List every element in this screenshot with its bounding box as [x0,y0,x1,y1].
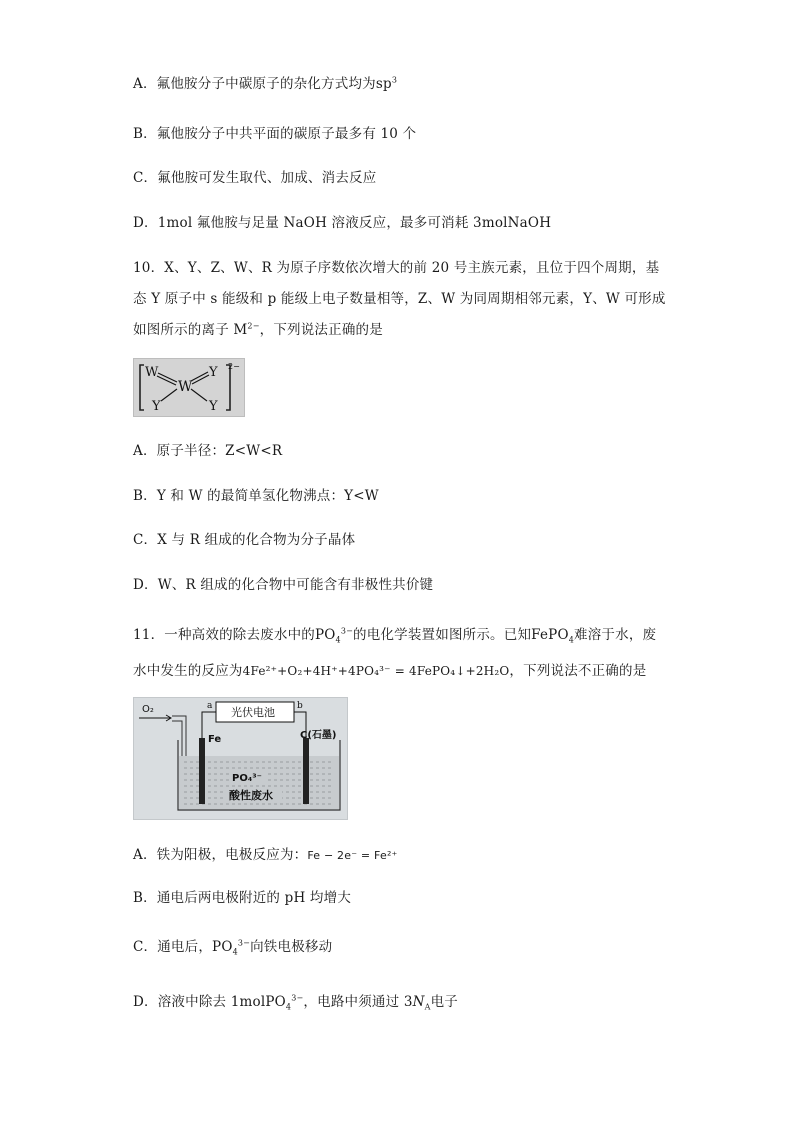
q11-option-d-po4: PO [265,994,286,1010]
q11-po4: PO [314,627,336,643]
graphite-electrode-label: C(石墨) [300,730,337,741]
q11-option-c-text-2: 向铁电极移动 [250,939,333,955]
o2-label: O₂ [142,704,154,715]
q11-option-d-text-1: D．溶液中除去 1mol [133,994,266,1010]
phosphate-ion-label: PO₄³⁻ [232,773,262,784]
q11-stem-text-2: 的电化学装置如图所示。已知 [353,627,532,643]
ion-structure-diagram [134,359,244,416]
fe-electrode [199,738,205,804]
q10-stem-line3-text: 如图所示的离子 M [133,322,248,338]
q11-stem-text-1: 11．一种高效的除去废水中的 [133,627,315,643]
q10-option-b: B．Y 和 W 的最简单氢化物沸点：Y<W [133,488,379,504]
q10-stem-line3 [133,318,383,338]
q10-stem-line3-tail: ，下列说法正确的是 [259,322,383,338]
electrolysis-apparatus-diagram [134,698,347,819]
q11-option-d-text-3: 电子 [430,994,459,1010]
q9-option-b: B．氟他胺分子中共平面的碳原子最多有 10 个 [133,126,417,142]
q11-option-a [133,843,398,863]
q10-option-a: A．原子半径：Z<W<R [133,443,283,459]
pv-cell-label: 光伏电池 [231,706,275,719]
ion-y-bottom-right: Y [209,399,218,414]
q11-stem-line2 [133,659,646,679]
q11-stem-text-4: 水中发生的反应为 [133,663,243,679]
ion-y-top-right: Y [209,365,218,380]
q11-option-d-avogadro: N [412,994,425,1010]
terminal-b-label: b [297,701,303,711]
ion-w-center: W [178,379,193,395]
q11-option-c [133,935,332,957]
q11-option-d-po4-sub: 4 [285,1002,292,1012]
q11-po4-sup: 3− [340,626,354,636]
q9-option-a-text: A．氟他胺分子中碳原子的杂化方式均为sp [133,76,392,92]
q11-electrochemical-apparatus-figure [133,697,348,820]
q10-stem-line1: 10．X、Y、Z、W、R 为原子序数依次增大的前 20 号主族元素，且位于四个周期，基 [133,260,660,276]
q11-po4-sub: 4 [335,635,341,645]
ion-w-left: W [145,365,159,380]
ion-y-bottom-left: Y [152,399,161,414]
q9-option-a-sup: 3 [391,75,398,85]
q9-option-c: C．氟他胺可发生取代、加成、消去反应 [133,170,377,186]
q11-stem-text-3: 难溶于水，废 [574,627,657,643]
terminal-a-label: a [207,701,213,711]
acidic-wastewater-label: 酸性废水 [229,789,273,802]
q11-option-d [133,990,458,1012]
q11-option-c-po4-sup: 3− [237,938,251,948]
q11-stem-text-5: ，下列说法不正确的是 [509,663,647,679]
q11-option-d-avogadro-sub: A [424,1002,431,1012]
q10-ion-charge: 2− [247,321,260,331]
ion-charge-label: 2− [228,362,240,371]
q10-option-d: D．W、R 组成的化合物中可能含有非极性共价键 [133,577,434,593]
q10-stem-line2: 态 Y 原子中 s 能级和 p 能级上电子数量相等，Z、W 为同周期相邻元素，Y、W 可形成 [133,291,666,307]
q11-fepo4-sub: 4 [568,635,575,645]
q11-stem-line1 [133,623,656,645]
right-bracket [226,365,230,410]
graphite-electrode [303,738,309,804]
q9-option-d: D．1mol 氟他胺与足量 NaOH 溶液反应，最多可消耗 3molNaOH [133,215,552,231]
q11-option-a-equation: Fe − 2e⁻ = Fe²⁺ [307,849,398,862]
q9-option-a [133,72,397,92]
q11-option-c-po4-sub: 4 [232,947,238,957]
fe-electrode-label: Fe [208,734,222,745]
q11-reaction-equation: 4Fe²⁺+O₂+4H⁺+4PO₄³⁻ = 4FePO₄↓+2H₂O [242,664,510,678]
q10-option-c: C．X 与 R 组成的化合物为分子晶体 [133,532,356,548]
q11-option-c-text-1: C．通电后， [133,939,213,955]
q11-option-c-po4: PO [212,939,233,955]
left-bracket [140,365,144,410]
q11-option-d-po4-sup: 3− [291,993,304,1003]
q11-option-b: B．通电后两电极附近的 pH 均增大 [133,890,352,906]
q10-ion-structure-figure [133,358,245,417]
q11-fepo4: FePO [531,627,569,643]
q11-option-a-text: A．铁为阳极，电极反应为： [133,847,308,863]
q11-option-d-text-2: ，电路中须通过 3 [303,994,413,1010]
